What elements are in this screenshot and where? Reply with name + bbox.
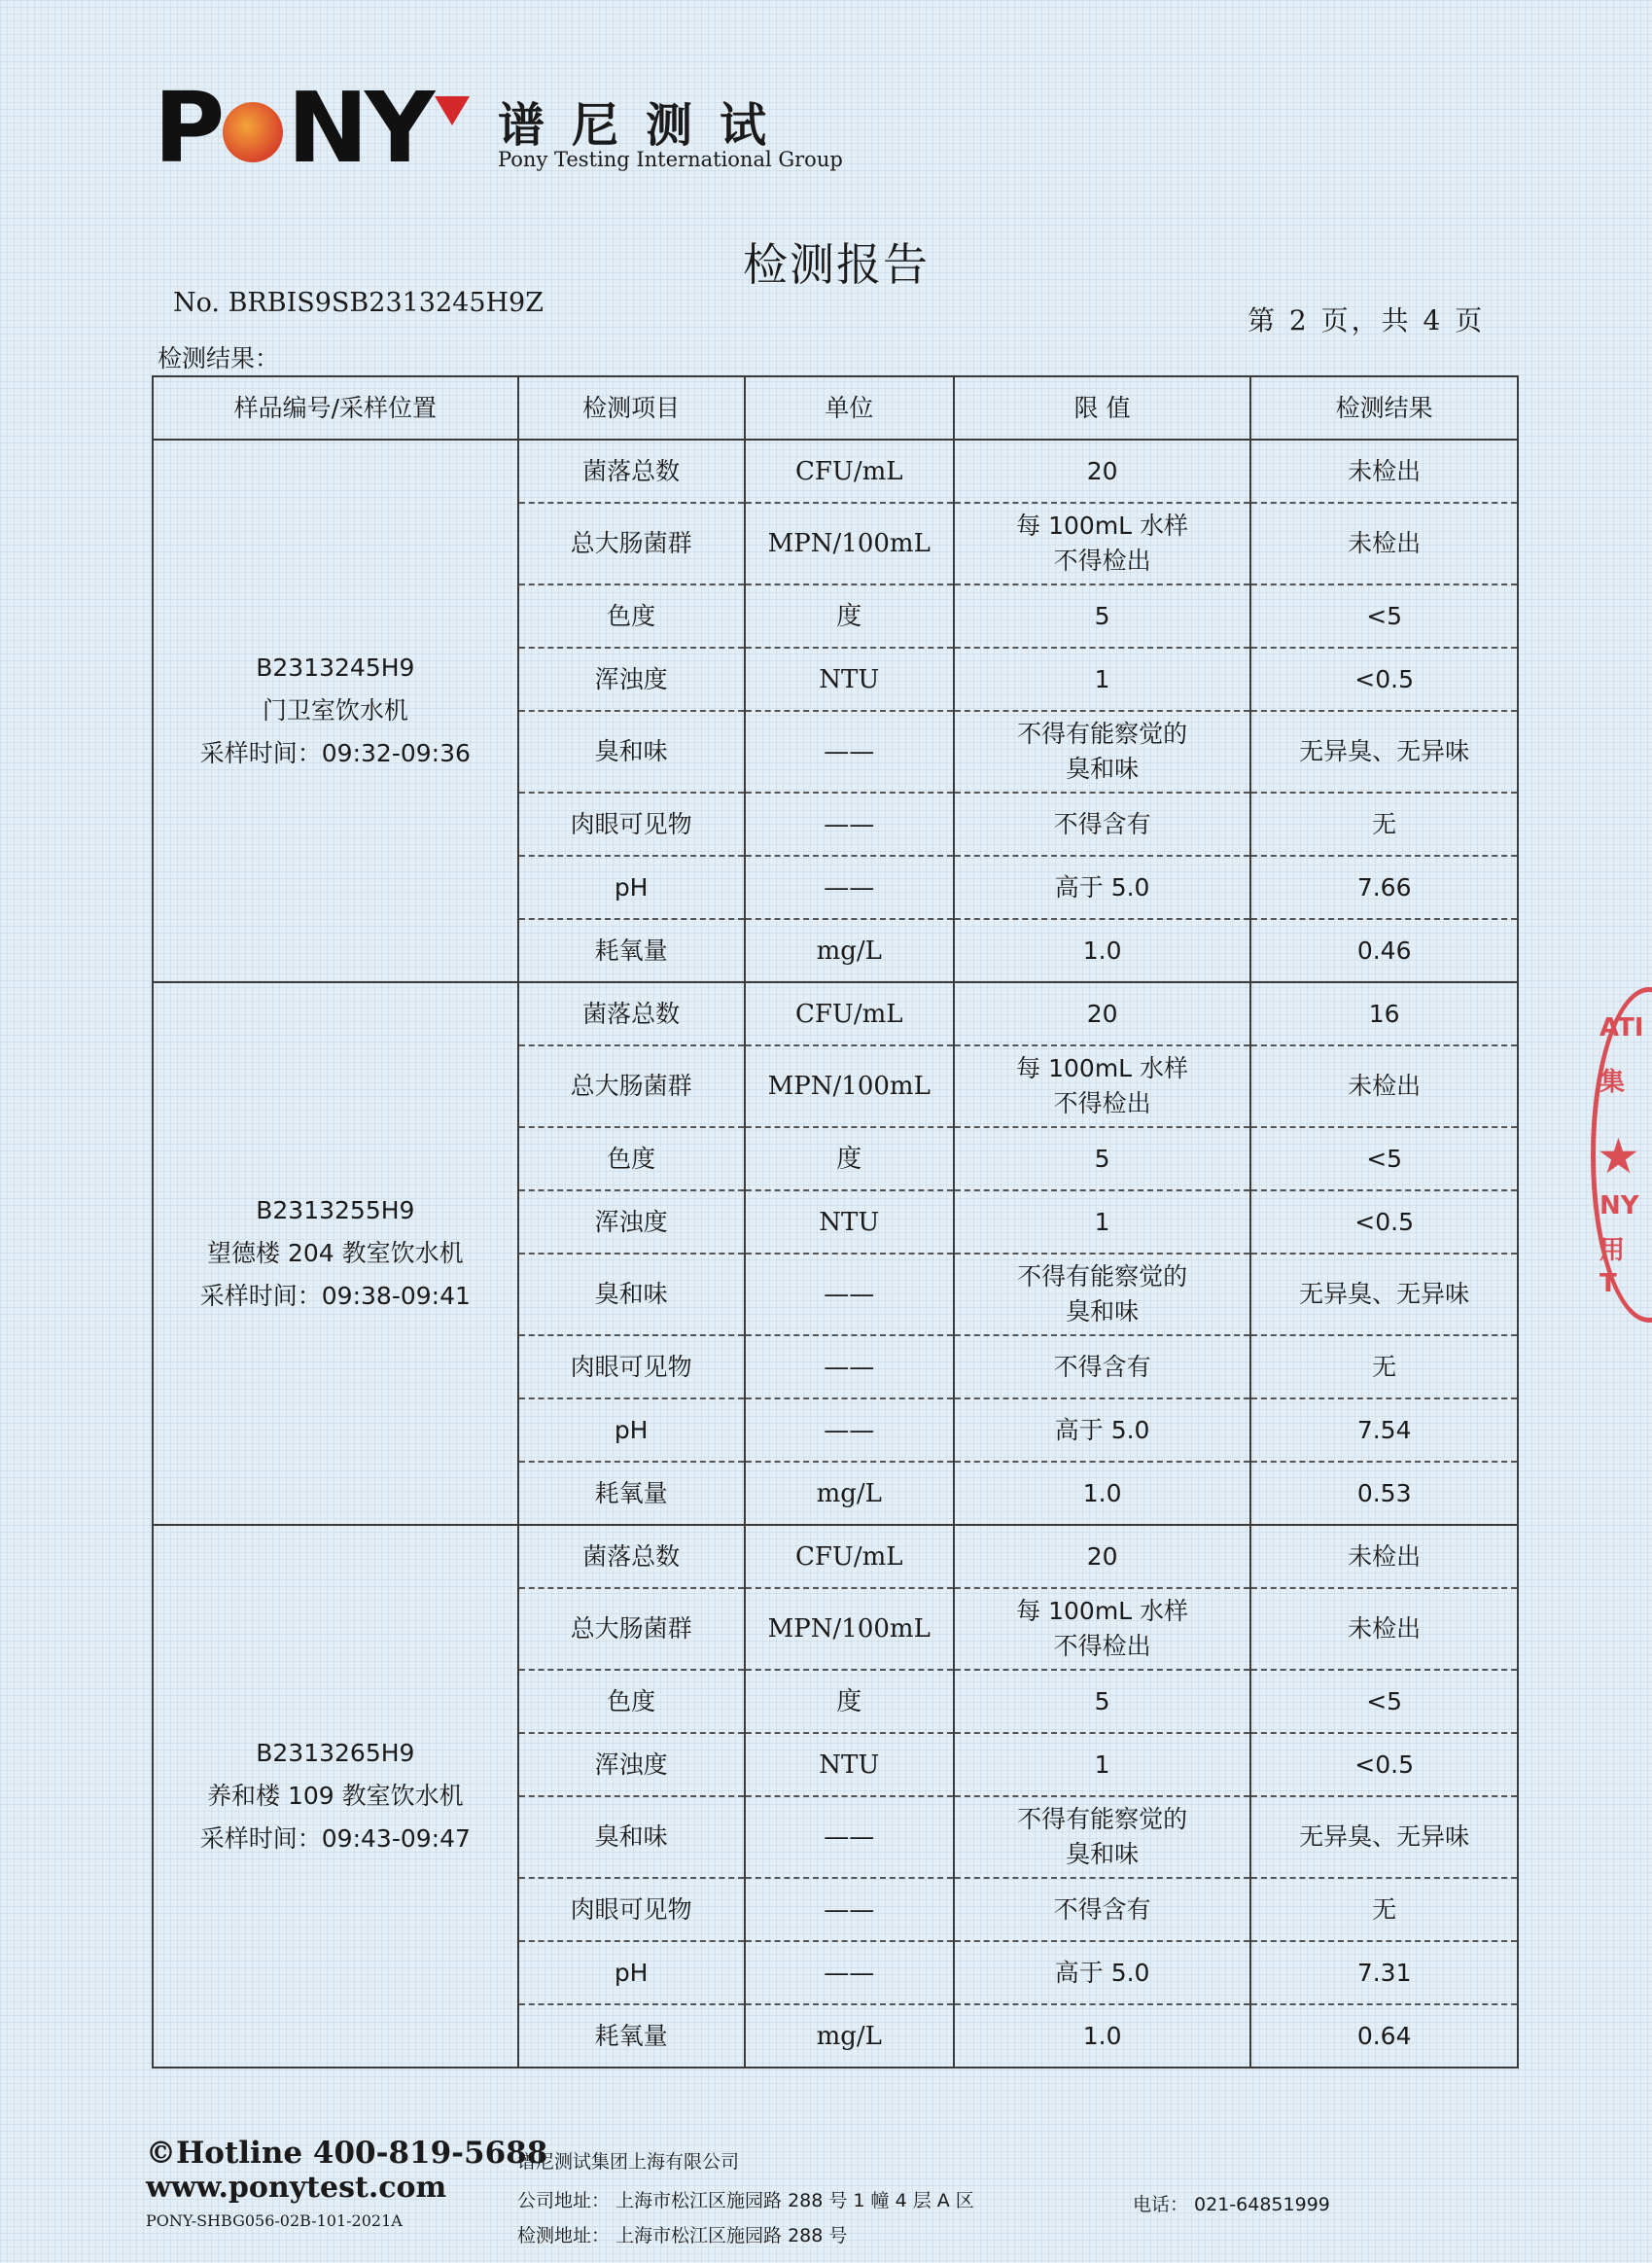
table-header-row bbox=[153, 376, 1518, 440]
limit-cell: 1.0 bbox=[954, 2004, 1250, 2068]
seal-text: 集 bbox=[1599, 1068, 1626, 1097]
result-cell: 未检出 bbox=[1250, 1588, 1518, 1670]
test-item-cell: 总大肠菌群 bbox=[518, 1588, 745, 1670]
sample-info-cell bbox=[153, 982, 518, 1525]
page-indicator: 第 2 页，共 4 页 bbox=[1248, 304, 1486, 336]
table-row bbox=[153, 440, 1518, 503]
sample-id: B2313265H9 bbox=[256, 1739, 415, 1767]
unit-cell: CFU/mL bbox=[745, 1525, 954, 1588]
limit-cell: 每 100mL 水样 不得检出 bbox=[954, 1588, 1250, 1670]
limit-cell: 每 100mL 水样 不得检出 bbox=[954, 1045, 1250, 1127]
result-cell: 无 bbox=[1250, 1335, 1518, 1398]
unit-cell: CFU/mL bbox=[745, 982, 954, 1045]
limit-cell: 每 100mL 水样 不得检出 bbox=[954, 503, 1250, 584]
table-row bbox=[153, 1525, 1518, 1588]
limit-cell: 高于 5.0 bbox=[954, 856, 1250, 919]
test-item-cell: 总大肠菌群 bbox=[518, 1045, 745, 1127]
column-header: 单位 bbox=[745, 376, 954, 440]
unit-cell: MPN/100mL bbox=[745, 503, 954, 584]
result-cell: 未检出 bbox=[1250, 503, 1518, 584]
unit-cell: mg/L bbox=[745, 2004, 954, 2068]
test-item-cell: pH bbox=[518, 1398, 745, 1462]
result-cell: 未检出 bbox=[1250, 1525, 1518, 1588]
company-seal-stamp bbox=[1591, 987, 1652, 1323]
results-table bbox=[152, 375, 1519, 2069]
seal-text: 用 bbox=[1599, 1236, 1626, 1265]
limit-cell: 不得含有 bbox=[954, 1878, 1250, 1941]
limit-cell: 不得含有 bbox=[954, 1335, 1250, 1398]
unit-cell: 度 bbox=[745, 1670, 954, 1733]
unit-cell: 度 bbox=[745, 584, 954, 648]
test-item-cell: pH bbox=[518, 856, 745, 919]
unit-cell: —— bbox=[745, 1398, 954, 1462]
unit-cell: NTU bbox=[745, 1190, 954, 1254]
seal-star-icon: ★ bbox=[1597, 1128, 1640, 1185]
test-item-cell: 菌落总数 bbox=[518, 440, 745, 503]
unit-cell: CFU/mL bbox=[745, 440, 954, 503]
company-address: 公司地址： 上海市松江区施园路 288 号 1 幢 4 层 A 区 bbox=[517, 2190, 974, 2211]
limit-cell: 不得有能察觉的 臭和味 bbox=[954, 1796, 1250, 1878]
result-cell: <0.5 bbox=[1250, 1190, 1518, 1254]
limit-cell: 不得有能察觉的 臭和味 bbox=[954, 1254, 1250, 1335]
unit-cell: 度 bbox=[745, 1127, 954, 1190]
result-cell: <5 bbox=[1250, 1670, 1518, 1733]
limit-cell: 1.0 bbox=[954, 1462, 1250, 1525]
unit-cell: MPN/100mL bbox=[745, 1045, 954, 1127]
test-item-cell: 臭和味 bbox=[518, 1254, 745, 1335]
form-code: PONY-SHBG056-02B-101-2021A bbox=[146, 2211, 403, 2230]
test-item-cell: 耗氧量 bbox=[518, 919, 745, 982]
hotline-text: ©Hotline 400-819-5688 bbox=[146, 2136, 548, 2171]
table-row bbox=[153, 982, 1518, 1045]
limit-cell: 1 bbox=[954, 1733, 1250, 1796]
limit-cell: 1 bbox=[954, 648, 1250, 711]
result-cell: 0.53 bbox=[1250, 1462, 1518, 1525]
unit-cell: NTU bbox=[745, 1733, 954, 1796]
limit-cell: 20 bbox=[954, 982, 1250, 1045]
table-body bbox=[153, 440, 1518, 2068]
unit-cell: —— bbox=[745, 793, 954, 856]
test-item-cell: 臭和味 bbox=[518, 711, 745, 793]
limit-cell: 5 bbox=[954, 1127, 1250, 1190]
result-cell: 0.64 bbox=[1250, 2004, 1518, 2068]
result-cell: 无异臭、无异味 bbox=[1250, 711, 1518, 793]
column-header: 样品编号/采样位置 bbox=[153, 376, 518, 440]
unit-cell: —— bbox=[745, 711, 954, 793]
result-cell: 未检出 bbox=[1250, 440, 1518, 503]
result-cell: 16 bbox=[1250, 982, 1518, 1045]
sample-time: 采样时间：09:32-09:36 bbox=[199, 739, 471, 767]
result-cell: <0.5 bbox=[1250, 648, 1518, 711]
unit-cell: —— bbox=[745, 856, 954, 919]
results-label: 检测结果： bbox=[158, 344, 280, 372]
test-item-cell: 浑浊度 bbox=[518, 1733, 745, 1796]
unit-cell: —— bbox=[745, 1254, 954, 1335]
unit-cell: MPN/100mL bbox=[745, 1588, 954, 1670]
sample-id: B2313245H9 bbox=[256, 654, 415, 682]
result-cell: <5 bbox=[1250, 584, 1518, 648]
limit-cell: 1 bbox=[954, 1190, 1250, 1254]
sample-location: 养和楼 109 教室饮水机 bbox=[207, 1782, 464, 1810]
sample-time: 采样时间：09:43-09:47 bbox=[199, 1824, 471, 1853]
limit-cell: 5 bbox=[954, 584, 1250, 648]
sample-location: 门卫室饮水机 bbox=[262, 696, 408, 725]
test-item-cell: 色度 bbox=[518, 1670, 745, 1733]
sample-location: 望德楼 204 教室饮水机 bbox=[207, 1239, 464, 1267]
test-item-cell: 肉眼可见物 bbox=[518, 1335, 745, 1398]
sample-time: 采样时间：09:38-09:41 bbox=[199, 1282, 471, 1310]
unit-cell: —— bbox=[745, 1878, 954, 1941]
limit-cell: 5 bbox=[954, 1670, 1250, 1733]
unit-cell: —— bbox=[745, 1796, 954, 1878]
result-cell: 7.54 bbox=[1250, 1398, 1518, 1462]
test-item-cell: 肉眼可见物 bbox=[518, 793, 745, 856]
sample-info-cell bbox=[153, 440, 518, 982]
unit-cell: mg/L bbox=[745, 919, 954, 982]
sample-id: B2313255H9 bbox=[256, 1196, 415, 1224]
lab-address: 检测地址： 上海市松江区施园路 288 号 bbox=[517, 2225, 848, 2246]
report-number: No. BRBIS9SB2313245H9Z bbox=[173, 288, 544, 318]
unit-cell: mg/L bbox=[745, 1462, 954, 1525]
column-header: 限 值 bbox=[954, 376, 1250, 440]
limit-cell: 1.0 bbox=[954, 919, 1250, 982]
sample-info-cell bbox=[153, 1525, 518, 2068]
seal-text: ATI bbox=[1599, 1013, 1644, 1043]
result-cell: 无异臭、无异味 bbox=[1250, 1254, 1518, 1335]
unit-cell: —— bbox=[745, 1941, 954, 2004]
pony-logo bbox=[154, 71, 470, 185]
document-title: 检测报告 bbox=[743, 238, 930, 291]
result-cell: 未检出 bbox=[1250, 1045, 1518, 1127]
test-item-cell: 耗氧量 bbox=[518, 2004, 745, 2068]
limit-cell: 20 bbox=[954, 1525, 1250, 1588]
logo-o-circle-icon bbox=[223, 102, 283, 162]
limit-cell: 不得含有 bbox=[954, 793, 1250, 856]
limit-cell: 高于 5.0 bbox=[954, 1398, 1250, 1462]
limit-cell: 不得有能察觉的 臭和味 bbox=[954, 711, 1250, 793]
test-item-cell: 色度 bbox=[518, 584, 745, 648]
unit-cell: —— bbox=[745, 1335, 954, 1398]
phone-number: 电话： 021-64851999 bbox=[1133, 2194, 1330, 2215]
brand-name-en: Pony Testing International Group bbox=[498, 148, 843, 171]
logo-flag-icon bbox=[435, 96, 470, 125]
test-item-cell: 浑浊度 bbox=[518, 648, 745, 711]
unit-cell: NTU bbox=[745, 648, 954, 711]
result-cell: <5 bbox=[1250, 1127, 1518, 1190]
limit-cell: 高于 5.0 bbox=[954, 1941, 1250, 2004]
test-item-cell: 耗氧量 bbox=[518, 1462, 745, 1525]
logo-wordmark: P NY bbox=[154, 71, 432, 185]
company-name: 谱尼测试集团上海有限公司 bbox=[517, 2151, 740, 2173]
website-text: www.ponytest.com bbox=[146, 2171, 447, 2205]
brand-name-cn: 谱尼测试 bbox=[498, 98, 794, 153]
test-item-cell: 浑浊度 bbox=[518, 1190, 745, 1254]
seal-text: T bbox=[1599, 1269, 1617, 1298]
result-cell: 7.66 bbox=[1250, 856, 1518, 919]
result-cell: 无异臭、无异味 bbox=[1250, 1796, 1518, 1878]
test-item-cell: 肉眼可见物 bbox=[518, 1878, 745, 1941]
test-item-cell: 菌落总数 bbox=[518, 1525, 745, 1588]
column-header: 检测结果 bbox=[1250, 376, 1518, 440]
result-cell: 7.31 bbox=[1250, 1941, 1518, 2004]
test-item-cell: 臭和味 bbox=[518, 1796, 745, 1878]
seal-text: NY bbox=[1599, 1191, 1639, 1220]
result-cell: 0.46 bbox=[1250, 919, 1518, 982]
test-item-cell: 色度 bbox=[518, 1127, 745, 1190]
limit-cell: 20 bbox=[954, 440, 1250, 503]
result-cell: 无 bbox=[1250, 793, 1518, 856]
test-item-cell: pH bbox=[518, 1941, 745, 2004]
test-item-cell: 菌落总数 bbox=[518, 982, 745, 1045]
result-cell: 无 bbox=[1250, 1878, 1518, 1941]
result-cell: <0.5 bbox=[1250, 1733, 1518, 1796]
test-item-cell: 总大肠菌群 bbox=[518, 503, 745, 584]
column-header: 检测项目 bbox=[518, 376, 745, 440]
